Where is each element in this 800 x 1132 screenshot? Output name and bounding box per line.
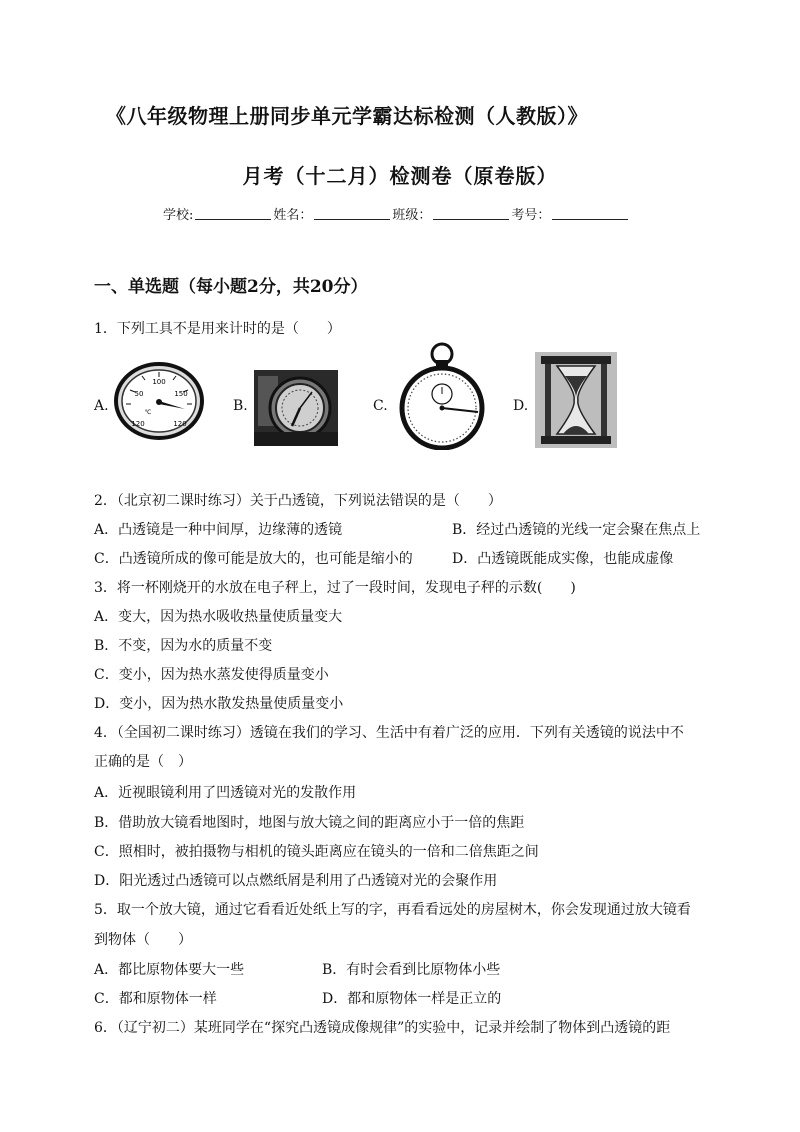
q5-option-c: C．都和原物体一样 xyxy=(94,991,217,1007)
document-title: 《八年级物理上册同步单元学霸达标检测（人教版）》 xyxy=(106,104,588,128)
student-info-line xyxy=(163,204,630,223)
dial-right-number: 150 xyxy=(174,390,188,398)
number-label: 考号： xyxy=(511,208,551,223)
q1-option-b-label: B. xyxy=(233,398,248,414)
q4-option-a: A．近视眼镜利用了凹透镜对光的发散作用 xyxy=(94,785,357,801)
question-6-stem: 6．（辽宁初二）某班同学在“探究凸透镜成像规律”的实验中，记录并绘制了物体到凸透镜的距 xyxy=(94,1020,671,1036)
name-blank[interactable] xyxy=(314,207,390,220)
q3-option-b: B．不变，因为水的质量不变 xyxy=(94,638,273,654)
document-subtitle: 月考（十二月）检测卷（原卷版） xyxy=(242,164,558,188)
q4-option-b: B．借助放大镜看地图时，地图与放大镜之间的距离应小于一倍的焦距 xyxy=(94,815,525,831)
q4-option-c: C．照相时，被拍摄物与相机的镜头距离应在镜头的一倍和二倍焦距之间 xyxy=(94,844,539,860)
name-label: 姓名： xyxy=(273,208,313,223)
section-heading: 一、单选题（每小题2分，共20分） xyxy=(94,277,368,297)
school-label: 学校: xyxy=(163,208,194,223)
q5-option-d: D．都和原物体一样是正立的 xyxy=(322,991,502,1007)
dial-bottom-left-number: 120 xyxy=(131,420,145,428)
question-5-stem: 5．取一个放大镜，通过它看看近处纸上写的字，再看看远处的房屋树木，你会发现通过放大镜看 xyxy=(94,902,691,918)
q2-option-c: C．凸透镜所成的像可能是放大的，也可能是缩小的 xyxy=(94,551,413,567)
dial-top-number: 100 xyxy=(152,378,166,386)
q2-option-b: B．经过凸透镜的光线一定会聚在焦点上 xyxy=(452,522,701,538)
question-4-stem: 4．（全国初二课时练习）透镜在我们的学习、生活中有着广泛的应用．下列有关透镜的说法中不 xyxy=(94,725,684,741)
clock-photo-image xyxy=(254,370,338,446)
q1-option-c-label: C. xyxy=(373,398,388,414)
q3-option-c: C．变小，因为热水蒸发使得质量变小 xyxy=(94,667,329,683)
q3-option-d: D．变小，因为热水散发热量使质量变小 xyxy=(94,696,344,712)
question-4-stem-continued: 正确的是（ ） xyxy=(94,754,192,770)
dial-left-number: 50 xyxy=(134,390,144,398)
class-blank[interactable] xyxy=(433,207,509,220)
stopwatch-image xyxy=(396,342,488,450)
question-5-stem-continued: 到物体（ ） xyxy=(94,932,192,948)
q5-option-a: A．都比原物体要大一些 xyxy=(94,962,245,978)
question-2-stem: 2．（北京初二课时练习）关于凸透镜，下列说法错误的是（ ） xyxy=(94,493,502,509)
q3-option-a: A．变大，因为热水吸收热量使质量变大 xyxy=(94,609,343,625)
q2-option-d: D．凸透镜既能成实像，也能成虚像 xyxy=(452,551,674,567)
school-blank[interactable] xyxy=(195,207,271,220)
dial-bottom-right-number: 120 xyxy=(173,420,187,428)
question-3-stem: 3．将一杯刚烧开的水放在电子秤上，过了一段时间，发现电子秤的示数( ) xyxy=(94,580,576,596)
hourglass-image xyxy=(535,352,617,448)
question-1-stem: 1．下列工具不是用来计时的是（ ） xyxy=(94,321,341,337)
q1-option-d-label: D. xyxy=(513,398,529,414)
q1-option-a-label: A. xyxy=(94,398,109,414)
thermometer-dial-image xyxy=(114,362,204,440)
class-label: 班级： xyxy=(392,208,432,223)
dial-unit: ℃ xyxy=(144,409,152,416)
q5-option-b: B．有时会看到比原物体小些 xyxy=(322,962,501,978)
q4-option-d: D．阳光透过凸透镜可以点燃纸屑是利用了凸透镜对光的会聚作用 xyxy=(94,873,498,889)
number-blank[interactable] xyxy=(552,207,628,220)
q2-option-a: A．凸透镜是一种中间厚，边缘薄的透镜 xyxy=(94,522,343,538)
